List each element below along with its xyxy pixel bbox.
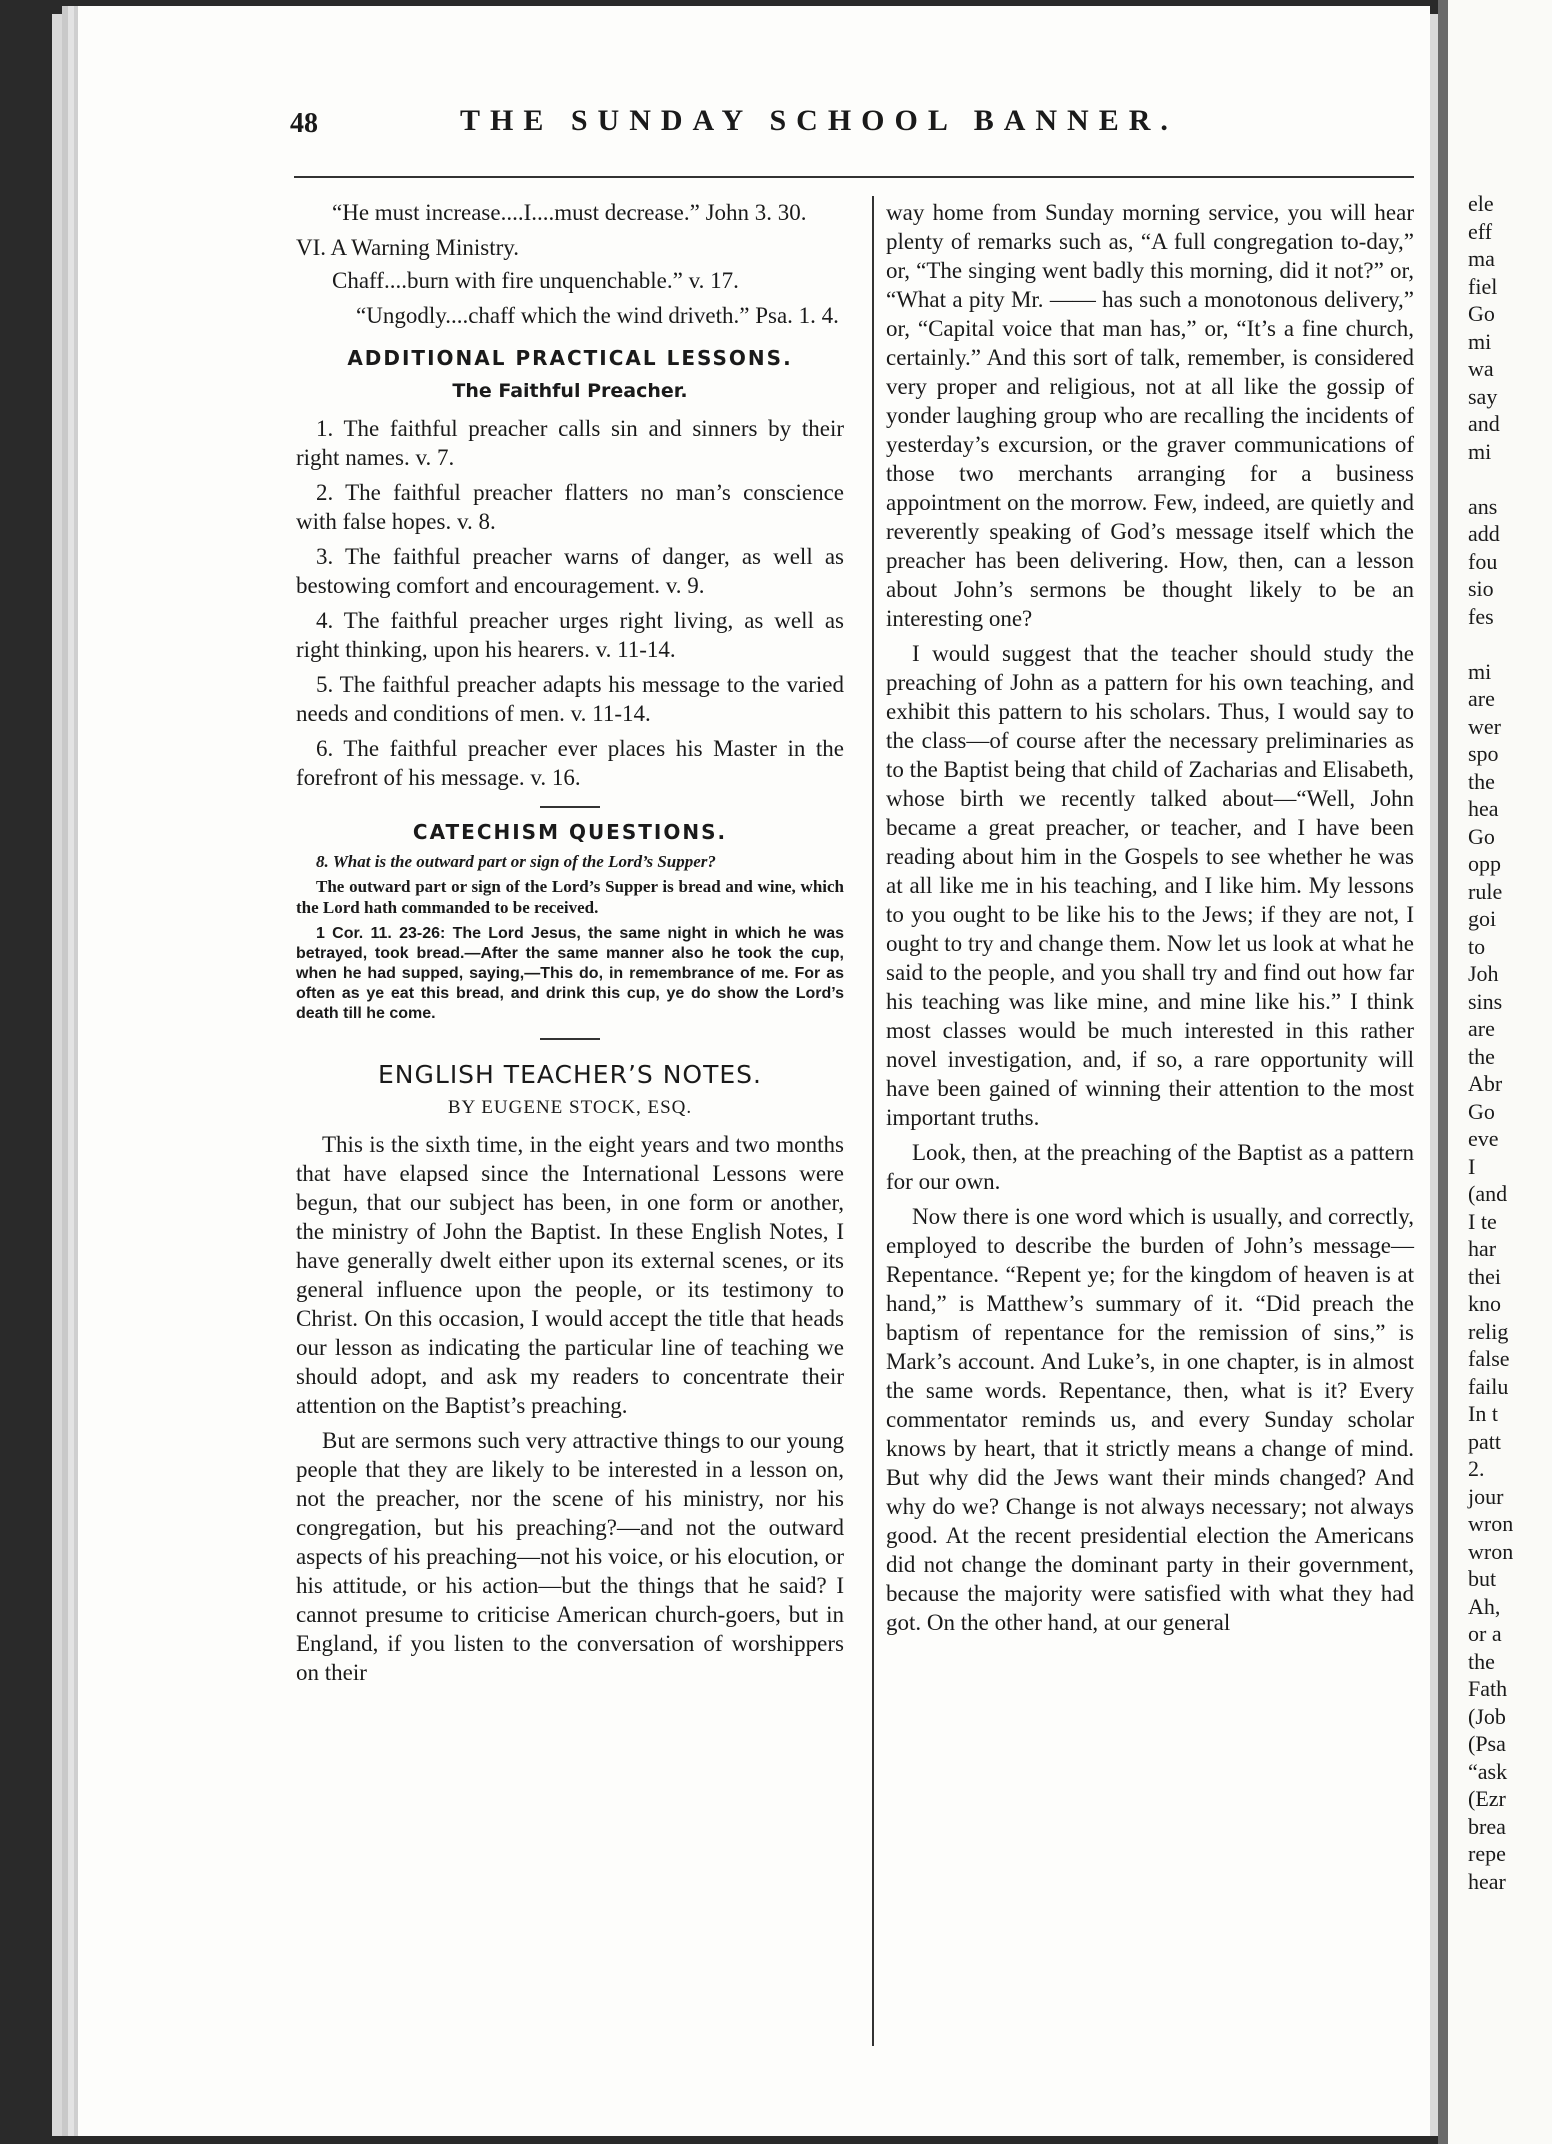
next-page-fragment: wron bbox=[1468, 1511, 1514, 1536]
running-title: THE SUNDAY SCHOOL BANNER. bbox=[460, 104, 1178, 137]
next-page-fragment: add bbox=[1468, 521, 1500, 546]
next-page-fragment: wer bbox=[1468, 713, 1501, 739]
next-page-fragment: ans bbox=[1468, 493, 1498, 519]
notes-heading: ENGLISH TEACHER’S NOTES. bbox=[378, 1060, 762, 1089]
next-page-fragment: Ah, bbox=[1468, 1593, 1501, 1619]
scripture-verse: “Ungodly....chaff which the wind driveth.” Psa. 1. 4. bbox=[356, 303, 839, 328]
next-page-fragment: eve bbox=[1468, 1126, 1499, 1151]
body-paragraph: This is the sixth time, in the eight years and two months that have elapsed since the International Lessons were begun, that our subject has been, in one form or another, the ministry of John the Baptist. In these English Notes, I have generally dwelt either upon its external scenes, or its general influence upon the people, or its testimony to Christ. On this occasion, I would accept the title that heads our lesson as indicating the particular line of teaching we should adopt, and ask my readers to concentrate their attention on the Baptist’s preaching. bbox=[296, 1132, 844, 1418]
catechism-question: 8. What is the outward part or sign of the Lord’s Supper? bbox=[316, 852, 716, 871]
next-page-fragment: I bbox=[1468, 1153, 1476, 1179]
lessons-subheading: The Faithful Preacher. bbox=[452, 380, 688, 402]
left-column bbox=[296, 198, 844, 1693]
next-page-fragment: mi bbox=[1468, 658, 1492, 684]
next-page-fragment: har bbox=[1468, 1236, 1497, 1261]
next-page-fragment: are bbox=[1468, 686, 1495, 711]
next-page-fragment: “ask bbox=[1468, 1758, 1508, 1784]
next-page-fragment bbox=[1468, 630, 1552, 658]
scripture-verse: Chaff....burn with fire unquenchable.” v. 17. bbox=[332, 268, 739, 293]
catechism-heading: CATECHISM QUESTIONS. bbox=[412, 820, 728, 844]
next-page-fragment: sio bbox=[1468, 576, 1494, 601]
next-page-fragment: fiel bbox=[1468, 273, 1498, 299]
next-page-fragment: wa bbox=[1468, 356, 1494, 381]
lesson-item: 5. The faithful preacher adapts his message to the varied needs and conditions of men. v. 11-14. bbox=[296, 672, 844, 726]
next-page-fragment: the bbox=[1468, 1043, 1495, 1069]
next-page-fragment: goi bbox=[1468, 906, 1497, 931]
lesson-item: 4. The faithful preacher urges right living, as well as right thinking, upon his hearers. v. 11-14. bbox=[296, 608, 844, 662]
divider bbox=[540, 1038, 600, 1040]
next-page-fragment: spo bbox=[1468, 741, 1499, 766]
next-page-fragment: (and bbox=[1468, 1181, 1508, 1206]
next-page-fragment: Fath bbox=[1468, 1676, 1508, 1701]
lesson-item: 3. The faithful preacher warns of danger, as well as bestowing comfort and encouragement. v. 9. bbox=[296, 544, 844, 598]
notes-byline: BY EUGENE STOCK, ESQ. bbox=[447, 1097, 693, 1118]
next-page-edge bbox=[1438, 0, 1552, 2144]
next-page-fragment: and bbox=[1468, 411, 1500, 436]
next-page-fragment: Go bbox=[1468, 1098, 1495, 1124]
lesson-item: 1. The faithful preacher calls sin and sinners by their right names. v. 7. bbox=[296, 416, 844, 470]
scripture-verse: “He must increase....I....must decrease.” John 3. 30. bbox=[332, 200, 807, 225]
body-paragraph: Now there is one word which is usually, and correctly, employed to describe the burden of John’s message—Repentance. “Repent ye; for the kingdom of heaven is at hand,” is Matthew’s summary of it. “Did preach the baptism of repentance for the remission of sins,” is Mark’s account. And Luke’s, in one chapter, is in almost the same words. Repentance, then, what is it? Every commentator reminds us, and every Sunday scholar knows by heart, that it strictly means a change of mind. But why did the Jews want their minds changed? And why do we? Change is not always necessary; not always good. At the recent presidential election the Americans did not change the dominant party in their government, because the majority were satisfied with what they had got. On the other hand, at our general bbox=[886, 1204, 1414, 1635]
right-column bbox=[886, 198, 1414, 1643]
next-page-fragment: patt bbox=[1468, 1428, 1501, 1454]
next-page-fragment: wron bbox=[1468, 1538, 1514, 1564]
body-paragraph: But are sermons such very attractive things to our young people that they are likely to be interested in a lesson on, not the preacher, nor the scene of his ministry, nor his congregation, but his preaching?—and not the outward aspects of his preaching—not his voice, or his elocution, or his attitude, or his action—but the things that he said? I cannot presume to criticise American church-goers, but in England, if you listen to the conversation of worshippers on their bbox=[296, 1428, 844, 1685]
next-page-fragment: (Job bbox=[1468, 1703, 1506, 1729]
next-page-fragment: fes bbox=[1468, 603, 1494, 629]
page-number: 48 bbox=[290, 108, 318, 139]
next-page-fragment: to bbox=[1468, 933, 1486, 959]
header-rule bbox=[294, 176, 1414, 178]
column-divider bbox=[872, 196, 874, 2046]
body-paragraph: way home from Sunday morning service, you will hear plenty of remarks such as, “A full congregation to-day,” or, “The singing went badly this morning, did it not?” or, “What a pity Mr. —— has such a monotonous delivery,” or, “Capital voice that man has,” or, “It’s a fine church, certainly.” And this sort of talk, remember, is considered very proper and religious, not at all like the gossip of yonder laughing group who are recalling the incidents of yesterday’s excursion, or the graver communications of those two merchants arranging for a business appointment on the morrow. Few, indeed, are quietly and reverently speaking of God’s message itself which the preacher has been delivering. How, then, can a lesson about John’s sermons be thought likely to be an interesting one? bbox=[886, 200, 1414, 631]
catechism-reference: 1 Cor. 11. 23-26: The Lord Jesus, the same night in which he was betrayed, took bread.—After the same manner also he took the cup, when he had supped, saying,—This do, in remembrance of me. For as often as ye eat this bread, and drink this cup, ye do show the Lord’s death till he come. bbox=[296, 925, 844, 1022]
body-paragraph: Look, then, at the preaching of the Baptist as a pattern for our own. bbox=[886, 1140, 1414, 1194]
next-page-fragment: sins bbox=[1468, 988, 1503, 1014]
section-heading-warning-ministry: VI. A Warning Ministry. bbox=[296, 235, 520, 260]
next-page-fragment: eff bbox=[1468, 218, 1493, 244]
next-page-fragment: repe bbox=[1468, 1841, 1506, 1866]
next-page-fragment: Go bbox=[1468, 301, 1495, 326]
next-page-fragment bbox=[1468, 465, 1552, 493]
next-page-fragment: false bbox=[1468, 1346, 1510, 1371]
next-page-fragment: 2. bbox=[1468, 1456, 1485, 1481]
next-page-fragment: fou bbox=[1468, 548, 1498, 574]
next-page-fragment: (Psa bbox=[1468, 1731, 1506, 1756]
next-page-fragment: the bbox=[1468, 768, 1495, 794]
next-page-fragment: I te bbox=[1468, 1208, 1497, 1234]
next-page-fragment: say bbox=[1468, 383, 1498, 409]
next-page-fragment: In t bbox=[1468, 1401, 1498, 1426]
next-page-fragment: but bbox=[1468, 1566, 1497, 1591]
lesson-item: 2. The faithful preacher flatters no man’s conscience with false hopes. v. 8. bbox=[296, 480, 844, 534]
page-header bbox=[290, 104, 1230, 148]
lessons-heading: ADDITIONAL PRACTICAL LESSONS. bbox=[347, 346, 793, 370]
next-page-fragment: jour bbox=[1468, 1483, 1504, 1509]
next-page-fragment: opp bbox=[1468, 851, 1501, 876]
divider bbox=[540, 806, 600, 808]
next-page-fragment: Go bbox=[1468, 823, 1495, 849]
next-page-fragment: ma bbox=[1468, 246, 1495, 271]
next-page-fragment: or a bbox=[1468, 1621, 1502, 1646]
lesson-item: 6. The faithful preacher ever places his Master in the forefront of his message. v. 16. bbox=[296, 736, 844, 790]
next-page-fragment: brea bbox=[1468, 1813, 1506, 1839]
next-page-fragment: ele bbox=[1468, 191, 1494, 216]
next-page-fragment: thei bbox=[1468, 1263, 1501, 1289]
next-page-fragment: hear bbox=[1468, 1868, 1506, 1894]
next-page-text-fragments bbox=[1448, 0, 1552, 1895]
next-page-fragment: Abr bbox=[1468, 1071, 1503, 1096]
catechism-answer: The outward part or sign of the Lord’s Supper is bread and wine, which the Lord hath commanded to be received. bbox=[296, 877, 844, 917]
next-page-fragment: hea bbox=[1468, 796, 1499, 821]
next-page-fragment: kno bbox=[1468, 1291, 1501, 1316]
next-page-fragment: rule bbox=[1468, 878, 1503, 904]
next-page-fragment: failu bbox=[1468, 1373, 1509, 1399]
next-page-fragment: mi bbox=[1468, 438, 1492, 464]
next-page-fragment: Joh bbox=[1468, 961, 1499, 986]
next-page-fragment: mi bbox=[1468, 328, 1492, 354]
next-page-fragment: are bbox=[1468, 1016, 1495, 1041]
next-page-fragment: the bbox=[1468, 1648, 1495, 1674]
next-page-fragment: (Ezr bbox=[1468, 1786, 1506, 1811]
body-paragraph: I would suggest that the teacher should study the preaching of John as a pattern for his own teaching, and exhibit this pattern to his scholars. Thus, I would say to the class—of course after the necessary preliminaries as to the Baptist being that child of Zacharias and Elisabeth, whose birth we recently talked about—“Well, John became a great preacher, or teacher, and I have been reading about him in the Gospels to see whether he was at all like me in his teaching, and I like him. My lessons to you ought to be like his to the Jews; if they are not, I ought to try and change them. Now let us look at what he said to the people, and you shall try and find out how far his teaching was like mine, and mine like his.” I think most classes would be much interested in this rather novel investigation, and, if so, a rare opportunity will have been gained of winning their attention to the most important truths. bbox=[886, 641, 1414, 1130]
next-page-fragment: relig bbox=[1468, 1318, 1509, 1344]
